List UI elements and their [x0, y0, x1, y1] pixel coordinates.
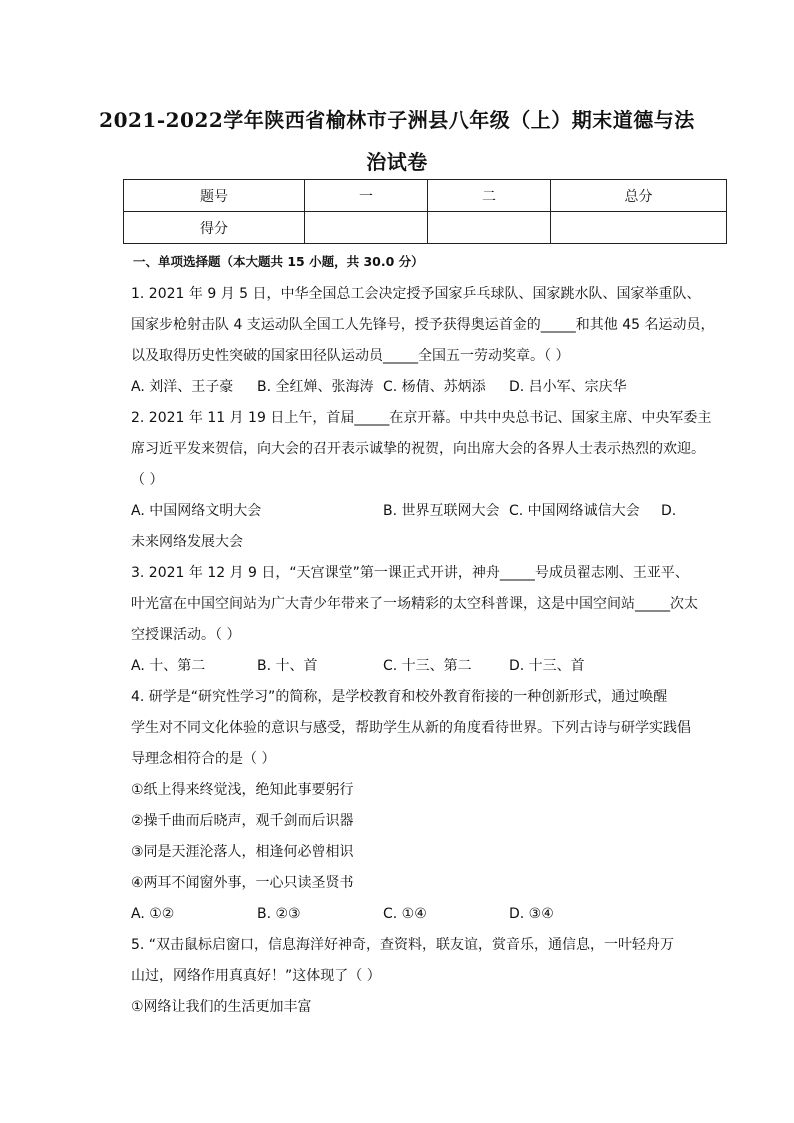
q1-option-d[interactable]: D. 吕小军、宗庆华	[509, 379, 627, 395]
score-cell-total[interactable]	[551, 212, 727, 244]
q1-line-2: 国家步枪射击队 4 支运动队全国工人先锋号，授予获得奥运首金的_____和其他 45 名运动员，	[131, 317, 715, 333]
q3-option-c[interactable]: C. 十三、第二	[383, 658, 472, 674]
q4-option-a[interactable]: A. ①②	[131, 906, 175, 922]
score-header-total: 总分	[551, 180, 727, 212]
score-header-part-one: 一	[305, 180, 428, 212]
score-cell-part-one[interactable]	[305, 212, 428, 244]
q2-line-3: （ ）	[131, 472, 164, 488]
q4-statement-3: ③同是天涯沦落人，相逢何必曾相识	[131, 844, 354, 860]
q5-statement-1: ①网络让我们的生活更加丰富	[131, 999, 312, 1015]
q4-option-c[interactable]: C. ①④	[383, 906, 427, 922]
q4-statement-4: ④两耳不闻窗外事，一心只读圣贤书	[131, 875, 354, 891]
q3-option-a[interactable]: A. 十、第二	[131, 658, 206, 674]
score-cell-part-two[interactable]	[428, 212, 551, 244]
q3-line-3: 空授课活动。（ ）	[131, 627, 241, 643]
exam-title-line2: 治试卷	[366, 150, 428, 174]
q1-option-a[interactable]: A. 刘洋、王子豪	[131, 379, 234, 395]
q3-option-b[interactable]: B. 十、首	[257, 658, 318, 674]
q1-line-1: 1. 2021 年 9 月 5 日，中华全国总工会决定授予国家乒乓球队、国家跳水队、国家举重队、	[131, 286, 701, 302]
section-heading: 一、单项选择题（本大题共 15 小题，共 30.0 分）	[133, 254, 424, 269]
q4-statement-1: ①纸上得来终觉浅，绝知此事要躬行	[131, 782, 354, 798]
exam-title-line1: 2021-2022学年陕西省榆林市子洲县八年级（上）期末道德与法	[99, 108, 695, 132]
q5-line-2: 山过，网络作用真真好！”这体现了（ ）	[131, 968, 381, 984]
score-table-header-row	[124, 180, 727, 212]
q2-line-1: 2. 2021 年 11 月 19 日上午，首届_____在京开幕。中共中央总书记、国家主席、中央军委主	[131, 410, 712, 426]
q2-line-2: 席习近平发来贺信，向大会的召开表示诚挚的祝贺，向出席大会的各界人士表示热烈的欢迎。	[131, 441, 705, 457]
score-header-part-two: 二	[428, 180, 551, 212]
q4-option-d[interactable]: D. ③④	[509, 906, 554, 922]
q1-option-c[interactable]: C. 杨倩、苏炳添	[383, 379, 486, 395]
q5-line-1: 5. “双击鼠标启窗口，信息海洋好神奇，查资料，联友谊，赏音乐，通信息，一叶轻舟万	[131, 937, 675, 953]
q4-option-b[interactable]: B. ②③	[257, 906, 301, 922]
q4-line-2: 学生对不同文化体验的意识与感受，帮助学生从新的角度看待世界。下列古诗与研学实践倡	[131, 720, 691, 736]
q4-statement-2: ②操千曲而后晓声，观千剑而后识器	[131, 813, 354, 829]
q4-line-3: 导理念相符合的是（ ）	[131, 751, 276, 767]
q1-line-3: 以及取得历史性突破的国家田径队运动员_____全国五一劳动奖章。（ ）	[131, 348, 570, 364]
q3-line-1: 3. 2021 年 12 月 9 日，“天宫课堂”第一课正式开讲，神舟_____号成员翟志刚、王亚平、	[131, 565, 689, 581]
q3-line-2: 叶光富在中国空间站为广大青少年带来了一场精彩的太空科普课，这是中国空间站_____次太	[131, 596, 698, 612]
q2-option-b[interactable]: B. 世界互联网大会	[383, 503, 500, 519]
score-header-question-no: 题号	[124, 180, 305, 212]
score-table-score-row	[124, 212, 727, 244]
score-table	[123, 179, 727, 244]
q2-option-d-text[interactable]: 未来网络发展大会	[131, 534, 243, 550]
q2-option-a[interactable]: A. 中国网络文明大会	[131, 503, 262, 519]
q4-line-1: 4. 研学是“研究性学习”的简称，是学校教育和校外教育衔接的一种创新形式，通过唤醒	[131, 689, 668, 705]
q3-option-d[interactable]: D. 十三、首	[509, 658, 585, 674]
q2-option-d[interactable]: D.	[661, 503, 677, 519]
score-row-label: 得分	[124, 212, 305, 244]
q1-option-b[interactable]: B. 全红婵、张海涛	[257, 379, 374, 395]
q2-option-c[interactable]: C. 中国网络诚信大会	[509, 503, 640, 519]
